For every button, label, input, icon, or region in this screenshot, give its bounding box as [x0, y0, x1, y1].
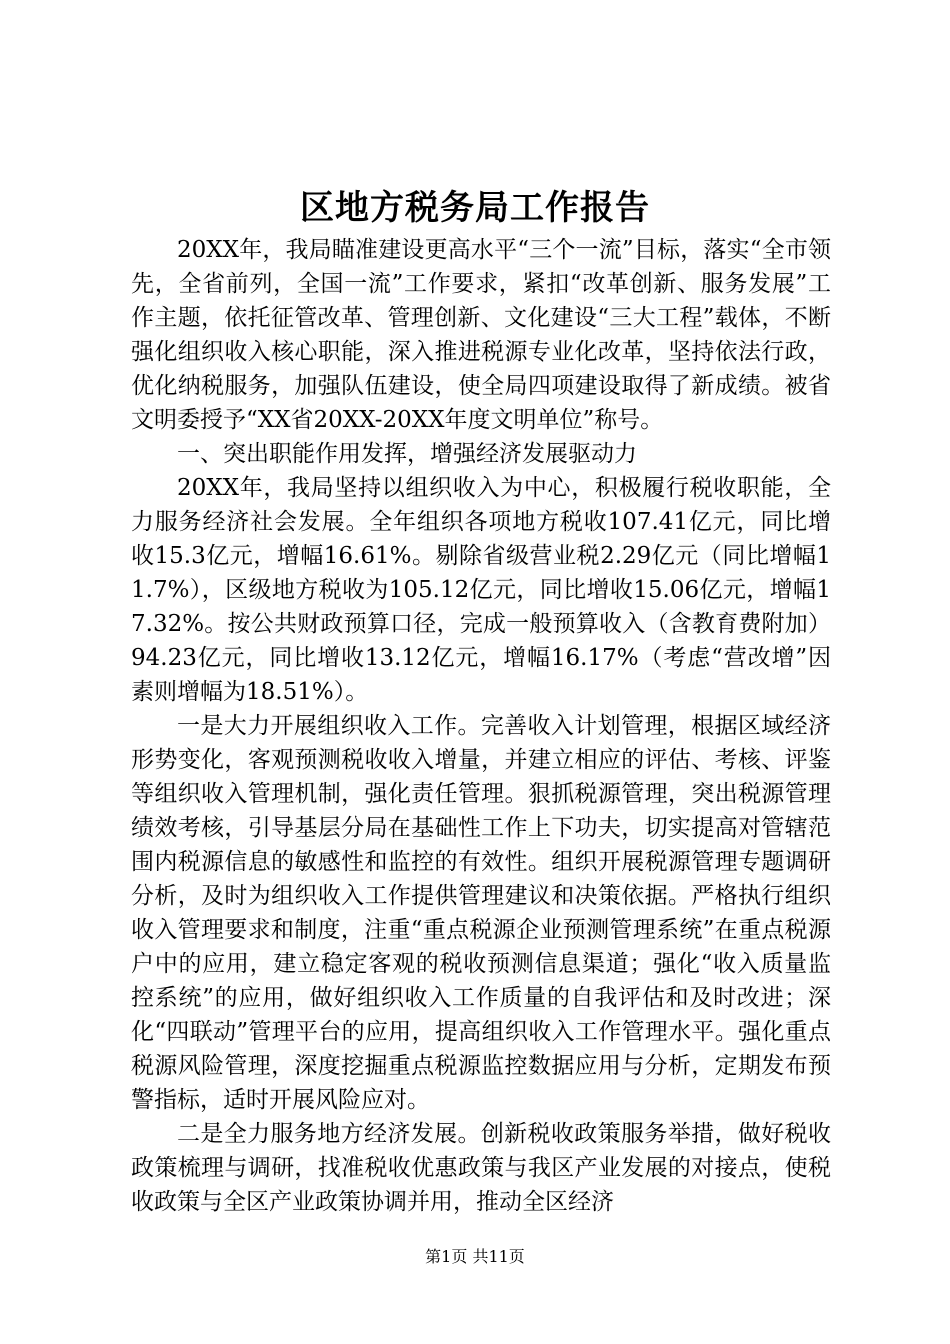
document-body [131, 233, 831, 1219]
document-title: 区地方税务局工作报告 [300, 188, 650, 228]
paragraph-item-one: 一是大力开展组织收入工作。完善收入计划管理，根据区域经济形势变化，客观预测税收收入增量，并建立相应的评估、考核、评鉴等组织收入管理机制，强化责任管理。狠抓税源管理，突出税源管理绩效考核，引导基层分局在基础性工作上下功夫，切实提高对管辖范围内税源信息的敏感性和监控的有效性。组织开展税源管理专题调研分析，及时为组织收入工作提供管理建议和决策依据。严格执行组织收入管理要求和制度，注重“重点税源企业预测管理系统”在重点税源户中的应用，建立稳定客观的税收预测信息渠道；强化“收入质量监控系统”的应用，做好组织收入工作质量的自我评估和及时改进；深化“四联动”管理平台的应用，提高组织收入工作管理水平。强化重点税源风险管理，深度挖掘重点税源监控数据应用与分析，定期发布预警指标，适时开展风险应对。 [131, 713, 831, 1113]
page-footer: 第1页 共11页 [425, 1247, 525, 1266]
paragraph-revenue-summary: 20XX年，我局坚持以组织收入为中心，积极履行税收职能，全力服务经济社会发展。全年组织各项地方税收107.41亿元，同比增收15.3亿元，增幅16.61%。剔除省级营业税2.29亿元（同比增幅11.7%），区级地方税收为105.12亿元，同比增收15.06亿元，增幅17.32%。按公共财政预算口径，完成一般预算收入（含教育费附加）94.23亿元，同比增收13.12亿元，增幅16.17%（考虑“营改增”因素则增幅为18.51%）。 [131, 475, 831, 705]
section-heading-1: 一、突出职能作用发挥，增强经济发展驱动力 [177, 441, 637, 467]
paragraph-item-two: 二是全力服务地方经济发展。创新税收政策服务举措，做好税收政策梳理与调研，找准税收优惠政策与我区产业发展的对接点，使税收政策与全区产业政策协调并用，推动全区经济 [131, 1121, 831, 1215]
paragraph-intro: 20XX年，我局瞄准建设更高水平“三个一流”目标，落实“全市领先，全省前列，全国一流”工作要求，紧扣“改革创新、服务发展”工作主题，依托征管改革、管理创新、文化建设“三大工程”载体，不断强化组织收入核心职能，深入推进税源专业化改革，坚持依法行政，优化纳税服务，加强队伍建设，使全局四项建设取得了新成绩。被省文明委授予“XX省20XX-20XX年度文明单位”称号。 [131, 237, 831, 433]
